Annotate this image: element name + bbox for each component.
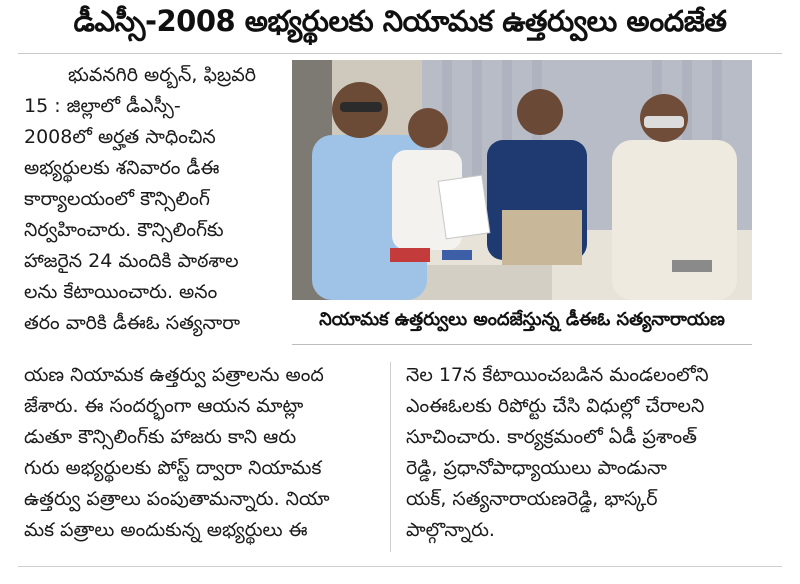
article-line: ఎంఈఓలకు రిపోర్టు చేసి విధుల్లో చేరాలని [406,395,705,417]
article-line: హాజరైన 24 మందికి పాఠశాల [24,250,239,272]
article-line: గురు అభ్యర్థులకు పోస్ట్ ద్వారా నియామక [24,457,322,479]
news-photo [292,60,752,300]
article-paragraph-bottom-left [24,360,376,546]
article-line: కార్యాలయంలో కౌన్సిలింగ్ [24,188,210,210]
article-line: భువనగిరి అర్బన్, ఫిబ్రవరి [68,64,256,86]
article-line: రెడ్డి, ప్రధానోపాధ్యాయులు పాండునా [406,457,667,479]
article-line: నిర్వహించారు. కౌన్సిలింగ్‌కు [24,219,224,241]
article-line: యక్, సత్యనారాయణరెడ్డి, భాస్కర్ [406,488,658,510]
article-paragraph-left [24,60,280,339]
article-paragraph-bottom-right [406,360,758,546]
article-line: లను కేటాయించారు. అనం [24,281,218,303]
bottom-divider [18,566,782,567]
article-line: మక పత్రాలు అందుకున్న అభ్యర్థులు ఈ [24,519,308,541]
article-line: పాల్గొన్నారు. [406,519,495,541]
article-line: 15 : జిల్లాలో డీఎస్సీ- [24,95,181,117]
article-column-left [24,60,280,339]
article-line: తరం వారికి డీఈఓ సత్యనారా [24,312,241,334]
photo-caption: నియామక ఉత్తర్వులు అందజేస్తున్న డీఈఓ సత్యనారాయణ [319,308,725,330]
article-line: సూచించారు. కార్యక్రమంలో ఏడీ ప్రశాంత్ [406,426,697,448]
article-line: డుతూ కౌన్సిలింగ్‌కు హాజరు కాని ఆరు [24,426,297,448]
news-photo-illustration [292,60,752,300]
column-divider [390,362,391,552]
article-line: జేశారు. ఈ సందర్భంగా ఆయన మాట్లా [24,395,304,417]
headline: డీఎస్సీ-2008 అభ్యర్థులకు నియామక ఉత్తర్వులు అందజేత [73,4,727,38]
article-line: ఉత్తర్వు పత్రాలు పంపుతామన్నారు. నియా [24,488,330,510]
article-column-bottom-left [24,360,376,546]
article-line: నెల 17న కేటాయించబడిన మండలంలోని [406,364,709,386]
article-line: అభ్యర్థులకు శనివారం డీఈ [24,157,220,179]
article-column-bottom-right [406,360,758,546]
top-divider [18,53,782,54]
caption-divider [292,344,752,345]
article-line: 2008లో అర్హత సాధించిన [24,126,216,148]
article-line: యణ నియామక ఉత్తర్వు పత్రాలను అంద [24,364,324,386]
